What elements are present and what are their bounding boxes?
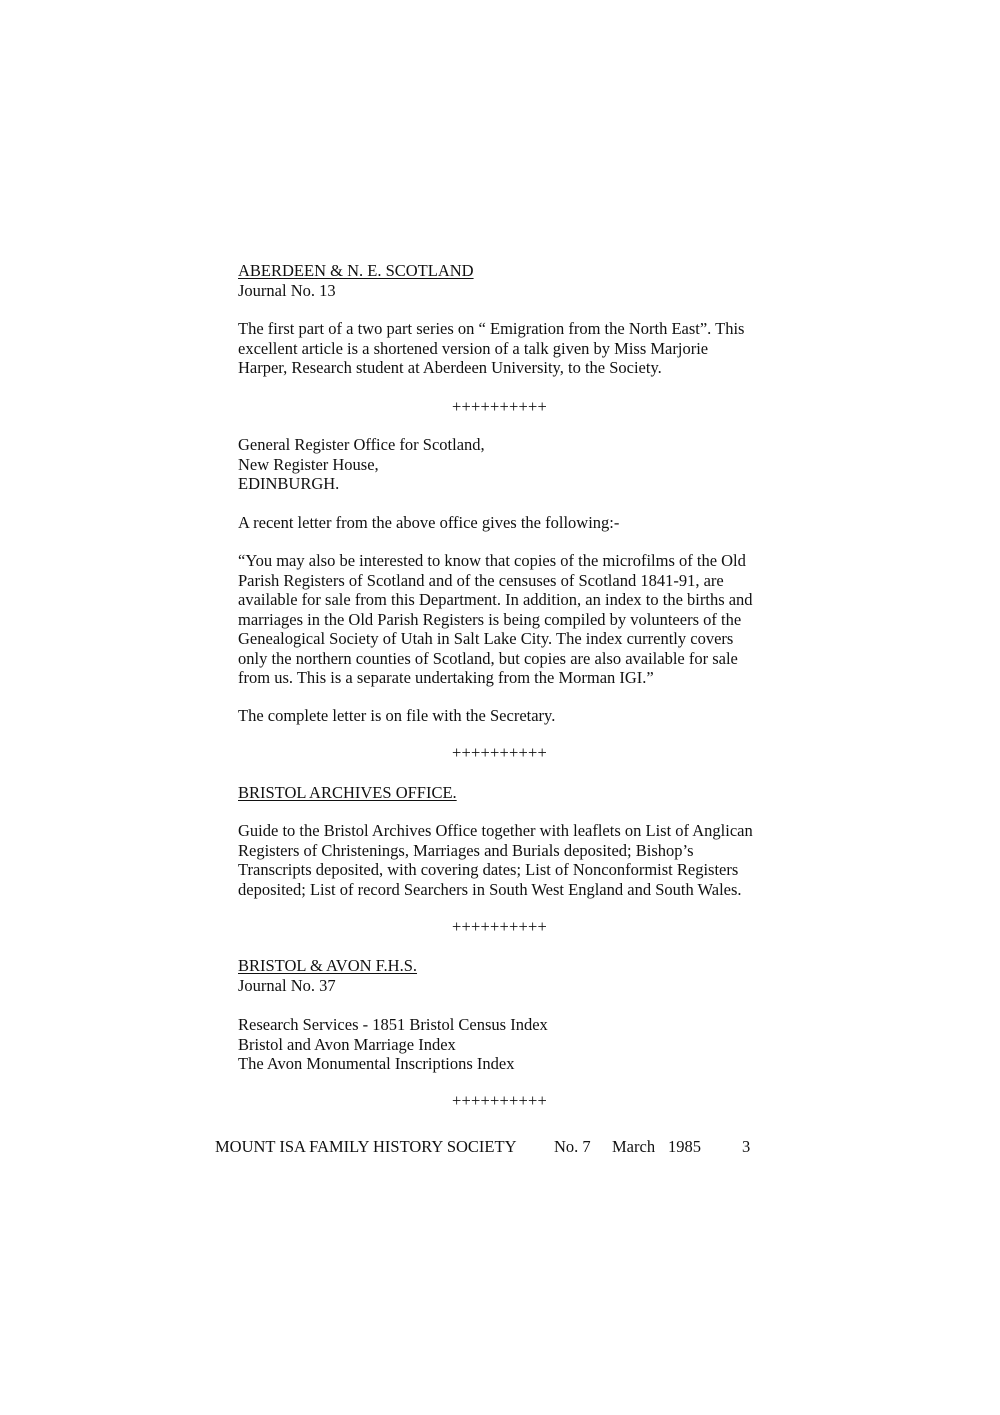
section-separator: ++++++++++ (452, 1091, 548, 1110)
paragraph-line: deposited; List of record Searchers in South West England and South Wales. (238, 879, 742, 899)
section-separator: ++++++++++ (452, 397, 548, 416)
address-line: EDINBURGH. (238, 474, 340, 493)
bristol-avon-items (238, 1015, 778, 1074)
register-office-address (238, 435, 778, 494)
address-line: General Register Office for Scotland, (238, 435, 485, 454)
register-office-closing (238, 706, 778, 726)
bristol-archives-heading-block (238, 783, 778, 803)
register-office-intro (238, 513, 778, 533)
footer-page-number: 3 (742, 1137, 751, 1156)
quote-line: available for sale from this Department. In addition, an index to the births and (238, 590, 753, 609)
paragraph-line: The first part of a two part series on “ Emigration from the North East”. This (238, 319, 745, 338)
closing-line: The complete letter is on file with the Secretary. (238, 706, 556, 725)
quote-line: only the northern counties of Scotland, but copies are also available for sale (238, 648, 738, 668)
quote-line: marriages in the Old Parish Registers is being compiled by volunteers of the (238, 609, 742, 629)
section-separator: ++++++++++ (452, 917, 548, 936)
quote-line: Parish Registers of Scotland and of the censuses of Scotland 1841-91, are (238, 570, 724, 590)
aberdeen-journal: Journal No. 13 (238, 280, 336, 300)
register-office-quote (238, 551, 778, 688)
bristol-avon-section (238, 956, 778, 995)
paragraph-line: Guide to the Bristol Archives Office together with leaflets on List of Anglican (238, 821, 753, 840)
address-line: New Register House, (238, 454, 379, 474)
paragraph-line: excellent article is a shortened version of a talk given by Miss Marjorie (238, 338, 709, 358)
paragraph-line: Transcripts deposited, with covering dates; List of Nonconformist Registers (238, 860, 739, 879)
quote-line: Genealogical Society of Utah in Salt Lake City. The index currently covers (238, 629, 734, 648)
list-item: The Avon Monumental Inscriptions Index (238, 1054, 515, 1073)
list-item: Bristol and Avon Marriage Index (238, 1034, 456, 1054)
page-footer (215, 1137, 775, 1157)
quote-line: from us. This is a separate undertaking from the Morman IGI.” (238, 668, 654, 687)
bristol-archives-heading: BRISTOL ARCHIVES OFFICE. (238, 783, 457, 802)
footer-month: March (612, 1137, 656, 1156)
aberdeen-heading: ABERDEEN & N. E. SCOTLAND (238, 261, 474, 280)
footer-year: 1985 (668, 1137, 701, 1156)
bristol-archives-body (238, 821, 778, 899)
footer-society: MOUNT ISA FAMILY HISTORY SOCIETY (215, 1137, 517, 1156)
bristol-avon-heading: BRISTOL & AVON F.H.S. (238, 956, 418, 975)
aberdeen-body (238, 319, 778, 378)
section-separator: ++++++++++ (452, 743, 548, 762)
paragraph-line: Harper, Research student at Aberdeen University, to the Society. (238, 358, 662, 377)
paragraph-line: Registers of Christenings, Marriages and Burials deposited; Bishop’s (238, 840, 694, 860)
aberdeen-section (238, 261, 778, 300)
intro-line: A recent letter from the above office gives the following:- (238, 513, 620, 532)
bristol-avon-journal: Journal No. 37 (238, 975, 336, 995)
list-item: Research Services - 1851 Bristol Census Index (238, 1015, 548, 1034)
quote-line: “You may also be interested to know that copies of the microfilms of the Old (238, 551, 746, 570)
footer-issue: No. 7 (554, 1137, 591, 1156)
